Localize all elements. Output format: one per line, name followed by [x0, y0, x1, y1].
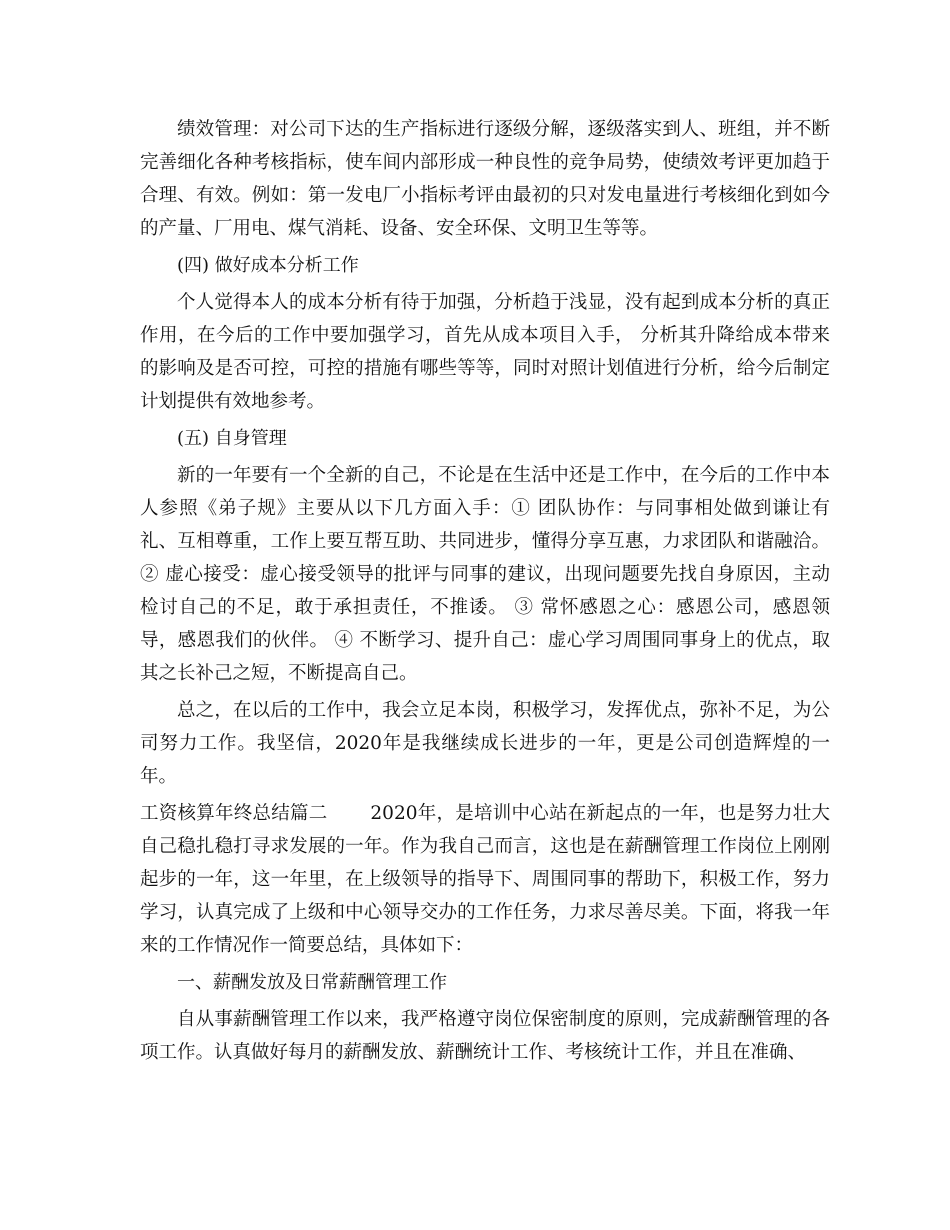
document-page	[140, 113, 836, 1073]
paragraph-performance: 绩效管理：对公司下达的生产指标进行逐级分解，逐级落实到人、班组，并不断完善细化各种考核指标，使车间内部形成一种良性的竞争局势，使绩效考评更加趋于合理、有效。例如：第一发电厂小指标考评由最初的只对发电量进行考核细化到如今的产量、厂用电、煤气消耗、设备、安全环保、文明卫生等等。	[140, 119, 830, 239]
paragraph-salary-management: 自从事薪酬管理工作以来，我严格遵守岗位保密制度的原则，完成薪酬管理的各项工作。认真做好每月的薪酬发放、薪酬统计工作、考核统计工作，并且在准确、	[140, 1009, 830, 1063]
paragraph-conclusion: 总之，在以后的工作中，我会立足本岗，积极学习，发挥优点，弥补不足，为公司努力工作。我坚信，2020年是我继续成长进步的一年，更是公司创造辉煌的一年。	[140, 700, 830, 787]
paragraph-cost-analysis: 个人觉得本人的成本分析有待于加强，分析趋于浅显，没有起到成本分析的真正作用，在今后的工作中要加强学习，首先从成本项目入手， 分析其升降给成本带来的影响及是否可控，可控的措施有哪些等等，同时对照计划值进行分析，给今后制定计划提供有效地参考。	[140, 292, 830, 412]
heading-salary-management: 一、薪酬发放及日常薪酬管理工作	[177, 972, 447, 993]
heading-self-management: (五) 自身管理	[177, 428, 287, 449]
paragraph-article-two-intro: 工资核算年终总结篇二 2020年，是培训中心站在新起点的一年，也是努力壮大自己稳扎稳打寻求发展的一年。作为我自己而言，这也是在薪酬管理工作岗位上刚刚起步的一年，这一年里，在上级领导的指导下、周围同事的帮助下，积极工作，努力学习，认真完成了上级和中心领导交办的工作任务，力求尽善尽美。下面，将我一年来的工作情况作一简要总结，具体如下：	[140, 803, 830, 956]
heading-cost-analysis: (四) 做好成本分析工作	[177, 255, 359, 276]
paragraph-self-management: 新的一年要有一个全新的自己，不论是在生活中还是工作中，在今后的工作中本人参照《弟子规》主要从以下几方面入手：① 团队协作：与同事相处做到谦让有礼、互相尊重，工作上要互帮互助、共同进步，懂得分享互惠，力求团队和谐融洽。 ② 虚心接受：虚心接受领导的批评与同事的建议，出现问题要先找自身原因，主动检讨自己的不足，敢于承担责任，不推诿。 ③ 常怀感恩之心：感恩公司，感恩领导，感恩我们的伙伴。 ④ 不断学习、提升自己：虚心学习周围同事身上的优点，取其之长补己之短，不断提高自己。	[140, 465, 836, 684]
